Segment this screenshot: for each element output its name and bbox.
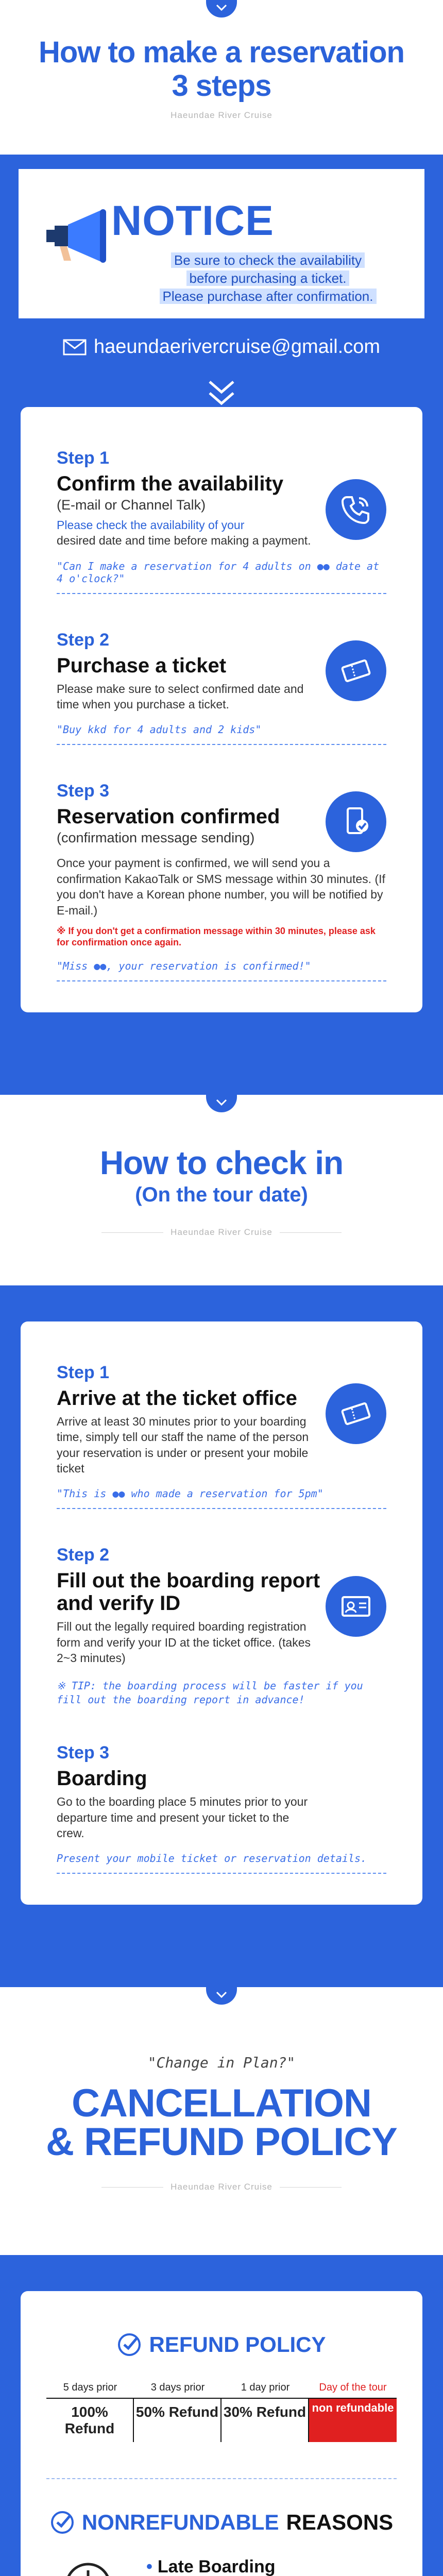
policy-refund: 100% Refund [46, 2399, 134, 2442]
step-body: Arrive at least 30 minutes prior to your boarding time, simply tell our staff the name of the person your reservation is under or present your mobile ticket [57, 1414, 309, 1475]
step-subtitle: (confirmation message sending) [57, 830, 255, 846]
checkin-step-2 [57, 1545, 386, 1707]
step-example: "Miss ●●, your reservation is confirmed!" [57, 960, 386, 981]
cancellation-header [0, 1987, 443, 2255]
id-card-icon [326, 1576, 386, 1637]
step-example: "Can I make a reservation for 4 adults on ●● date at 4 o'clock?" [57, 560, 386, 594]
clock-icon [54, 2557, 116, 2576]
cancellation-title: CANCELLATION & REFUND POLICY [46, 2081, 397, 2164]
contact-email[interactable] [19, 336, 424, 358]
message-check-icon [326, 791, 386, 852]
step-subtitle: (E-mail or Channel Talk) [57, 497, 206, 513]
step-label: Step 1 [57, 1362, 110, 1382]
step-body: Please make sure to select confirmed date and time when you purchase a ticket. [57, 682, 304, 711]
checkin-step-1 [57, 1363, 386, 1509]
step-example: "Buy kkd for 4 adults and 2 kids" [57, 723, 386, 745]
step-body: Fill out the legally required boarding registration form and verify your ID at the ticket office. (takes 2~3 minutes) [57, 1620, 311, 1665]
ticket-icon [326, 640, 386, 701]
brand-subtitle: Haeundae River Cruise [171, 110, 272, 120]
reservation-steps-card [21, 407, 422, 1012]
reason-title: • Late Boarding [146, 2557, 397, 2576]
policy-refund: 30% Refund [222, 2399, 309, 2442]
double-chevron-down-icon [203, 379, 240, 408]
refund-section [0, 2255, 443, 2576]
checkin-header [0, 1095, 443, 1285]
step-warning: ※ If you don't get a confirmation message within 30 minutes, please ask for confirmation once again. [57, 925, 376, 948]
step-title: Boarding [57, 1767, 147, 1790]
notice-text: Be sure to check the availability before purchasing a ticket. Please purchase after confirmation. [111, 251, 424, 306]
envelope-icon [63, 339, 87, 355]
step-body: Go to the boarding place 5 minutes prior to your departure time and present your ticket to the crew. [57, 1795, 308, 1840]
reservation-steps-section [0, 407, 443, 1095]
email-address[interactable]: haeundaerivercruise@gmail.com [93, 336, 381, 358]
reservation-step-1 [57, 448, 386, 594]
chevron-down-icon [206, 0, 237, 18]
policy-refund: non refundable [309, 2399, 397, 2442]
checkin-steps-card [21, 1321, 422, 1905]
chevron-down-icon [206, 1987, 237, 2005]
step-tip: ※ TIP: the boarding process will be faster if you fill out the boarding report in advance! [57, 1680, 363, 1706]
reservation-step-3 [57, 781, 386, 981]
step-title: Reservation confirmed [57, 805, 280, 828]
step-title: Fill out the boarding report and verify ID [57, 1569, 320, 1615]
step-example: "This is ●● who made a reservation for 5pm" [57, 1487, 386, 1509]
chevron-down-icon [206, 1095, 237, 1112]
checkin-subtitle: (On the tour date) [135, 1183, 308, 1206]
ticket-icon [326, 1383, 386, 1444]
policy-when: 5 days prior [46, 2378, 134, 2399]
step-example: Present your mobile ticket or reservation details. [57, 1852, 386, 1874]
hero-section [0, 0, 443, 155]
reason-late-boarding [46, 2557, 397, 2576]
brand-subtitle: Haeundae River Cruise [0, 1227, 443, 1238]
policy-refund: 50% Refund [134, 2399, 222, 2442]
step-title: Arrive at the ticket office [57, 1386, 297, 1410]
megaphone-icon [44, 205, 116, 267]
policy-when: 3 days prior [134, 2378, 222, 2399]
step-body: Please check the availability of your desired date and time before making a payment. [57, 518, 311, 548]
checkin-steps-section [0, 1285, 443, 1988]
refund-policy-table [46, 2378, 397, 2442]
step-label: Step 2 [57, 630, 110, 650]
reservation-step-2 [57, 630, 386, 745]
check-circle-icon [50, 2510, 75, 2535]
step-title: Purchase a ticket [57, 654, 227, 677]
step-label: Step 3 [57, 1743, 110, 1763]
refund-card [21, 2291, 422, 2576]
notice-section [0, 155, 443, 407]
step-body: Once your payment is confirmed, we will send you a confirmation KakaoTalk or SMS message within 30 minutes. (If you don't have a Korean phone number, you will be notified by E-mail.) [57, 856, 385, 917]
notice-heading: NOTICE [111, 197, 274, 244]
checkin-title: How to check in [99, 1144, 344, 1181]
change-quote: "Change in Plan?" [147, 2054, 296, 2072]
step-label: Step 2 [57, 1545, 110, 1565]
nonrefundable-title: NONREFUNDABLE REASONS [46, 2510, 397, 2535]
step-label: Step 3 [57, 781, 110, 801]
step-label: Step 1 [57, 448, 110, 468]
notice-card [19, 169, 424, 318]
page-title: How to make a reservation 3 steps [39, 36, 404, 103]
phone-icon [326, 479, 386, 540]
policy-when: 1 day prior [222, 2378, 309, 2399]
policy-when: Day of the tour [309, 2378, 397, 2399]
brand-subtitle: Haeundae River Cruise [0, 2182, 443, 2192]
check-circle-icon [117, 2332, 142, 2357]
step-title: Confirm the availability [57, 472, 284, 495]
checkin-step-3 [57, 1743, 386, 1874]
refund-policy-title: REFUND POLICY [46, 2332, 397, 2357]
